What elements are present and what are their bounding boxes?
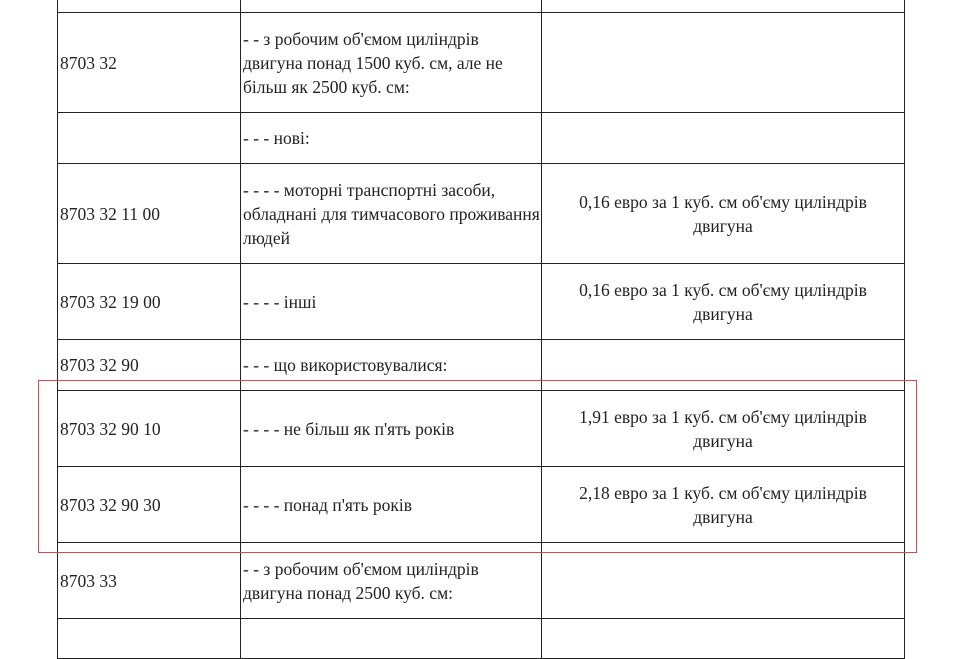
description-cell: - - - - інші: [241, 264, 542, 340]
code-cell: 8703 32 90 10: [58, 391, 241, 467]
code-cell: [58, 619, 241, 659]
code-cell: 8703 32 90 30: [58, 467, 241, 543]
code-cell: 8703 32 11 00: [58, 164, 241, 264]
rate-cell: [542, 619, 905, 659]
code-cell: 8703 32 90: [58, 340, 241, 391]
description-cell: - - - - моторні транспортні засоби, обладнані для тимчасового проживання людей: [241, 164, 542, 264]
table-row: [58, 619, 905, 659]
code-cell: [58, 113, 241, 164]
code-cell: 8703 32 19 00: [58, 264, 241, 340]
rate-cell: [542, 13, 905, 113]
code-cell: 8703 32: [58, 13, 241, 113]
description-cell: [241, 0, 542, 13]
code-cell: [58, 0, 241, 13]
description-cell: - - - - понад п'ять років: [241, 467, 542, 543]
rate-cell: [542, 340, 905, 391]
description-cell: - - - що використовувалися:: [241, 340, 542, 391]
table-row: [58, 264, 905, 340]
rate-cell: 0,16 евро за 1 куб. см об'єму циліндрів двигуна: [542, 164, 905, 264]
rate-cell: [542, 0, 905, 13]
rate-cell: [542, 543, 905, 619]
table-row: [58, 467, 905, 543]
table-row: [58, 113, 905, 164]
table-row: [58, 13, 905, 113]
description-cell: - - - - не більш як п'ять років: [241, 391, 542, 467]
table-row: [58, 391, 905, 467]
code-cell: 8703 33: [58, 543, 241, 619]
description-cell: - - з робочим об'ємом циліндрів двигуна понад 2500 куб. см:: [241, 543, 542, 619]
table-row: [58, 543, 905, 619]
table-row: [58, 164, 905, 264]
table-row: [58, 0, 905, 13]
rate-cell: 2,18 евро за 1 куб. см об'єму циліндрів двигуна: [542, 467, 905, 543]
description-cell: [241, 619, 542, 659]
tariff-table: [57, 0, 905, 659]
rate-cell: 1,91 евро за 1 куб. см об'єму циліндрів двигуна: [542, 391, 905, 467]
description-cell: - - - нові:: [241, 113, 542, 164]
description-cell: - - з робочим об'ємом циліндрів двигуна понад 1500 куб. см, але не більш як 2500 куб. см:: [241, 13, 542, 113]
table-row: [58, 340, 905, 391]
rate-cell: 0,16 евро за 1 куб. см об'єму циліндрів двигуна: [542, 264, 905, 340]
rate-cell: [542, 113, 905, 164]
